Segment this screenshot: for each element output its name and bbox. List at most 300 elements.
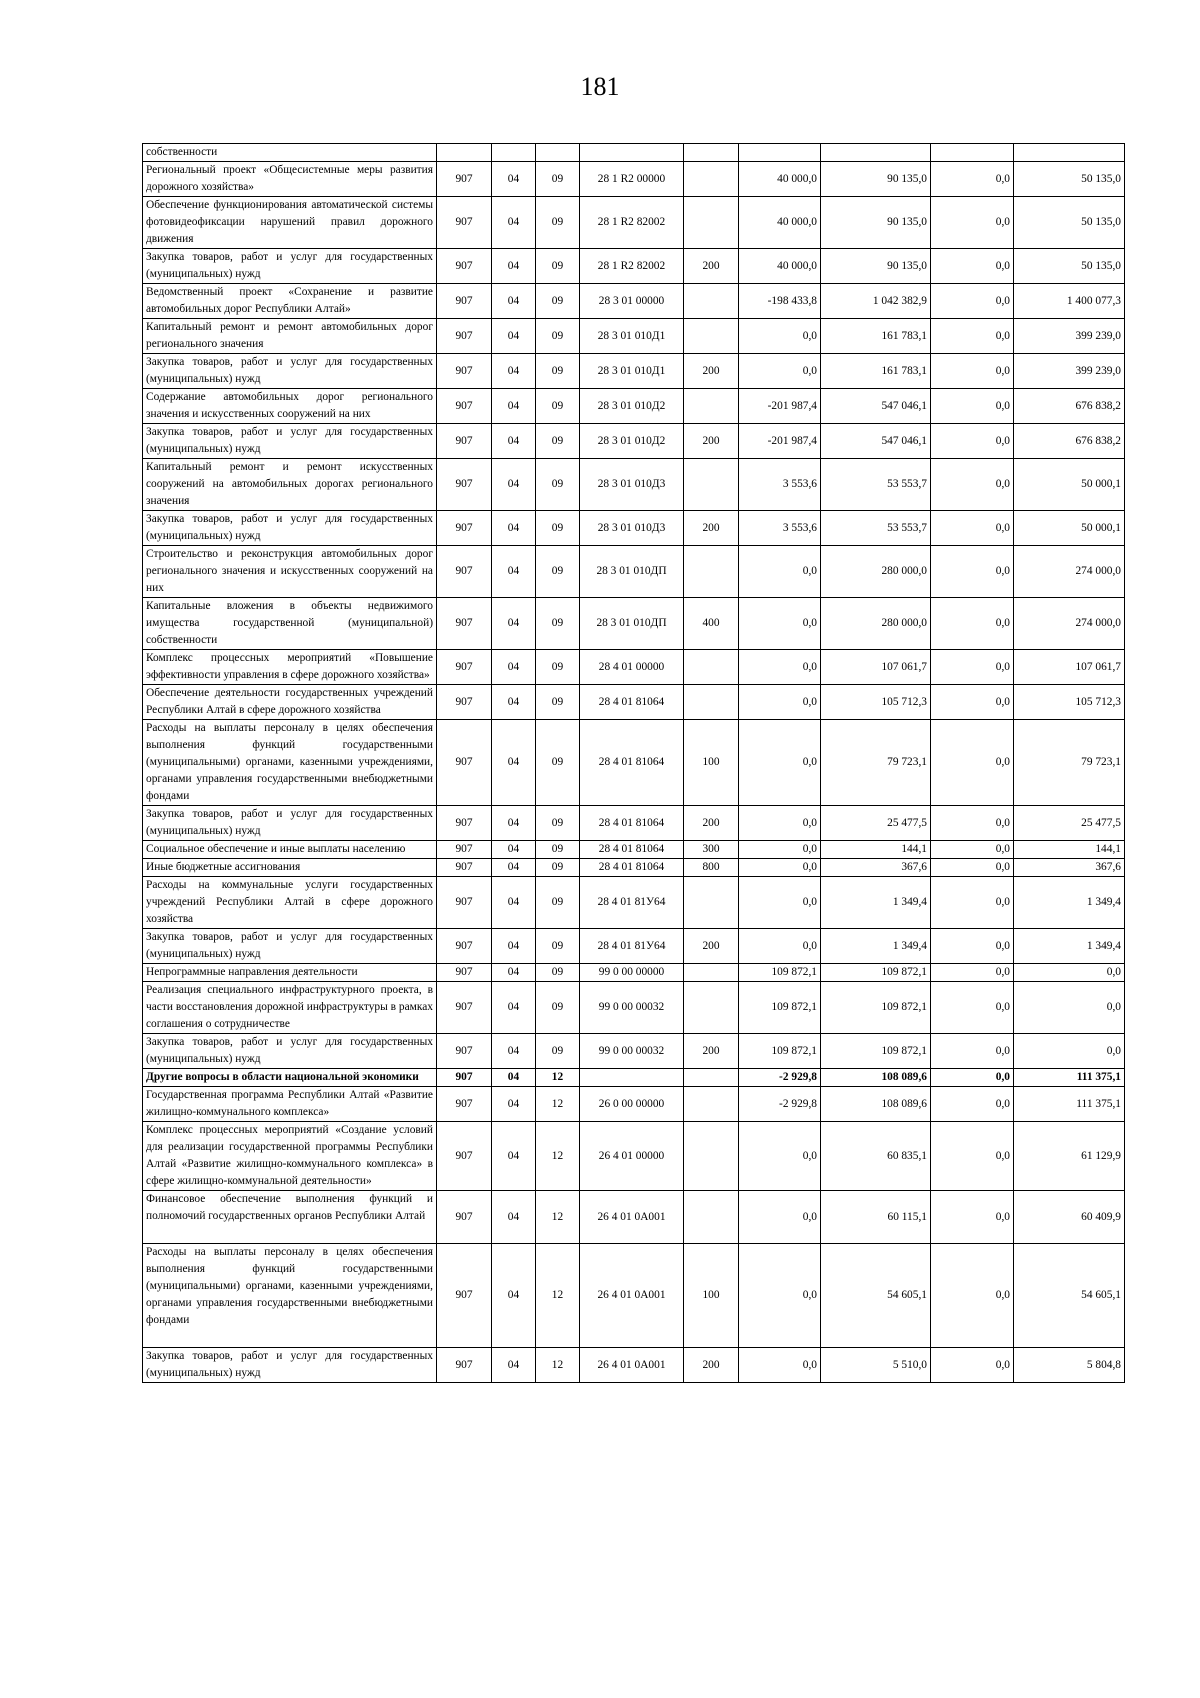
section-code-cell: 04 (492, 685, 536, 720)
amount-zero-cell: 0,0 (931, 1069, 1014, 1087)
row-name-cell: Социальное обеспечение и иные выплаты населению (143, 841, 437, 859)
target-article-cell: 28 1 R2 82002 (580, 249, 684, 284)
row-name-cell: Комплекс процессных мероприятий «Повышение эффективности управления в сфере дорожного хозяйства» (143, 650, 437, 685)
amount-cell: 547 046,1 (821, 424, 931, 459)
amount-cell: 53 553,7 (821, 511, 931, 546)
amount-change-cell (739, 144, 821, 162)
row-name-cell: Закупка товаров, работ и услуг для государственных (муниципальных) нужд (143, 354, 437, 389)
table-row (143, 144, 1125, 162)
amount-change-cell: -2 929,8 (739, 1087, 821, 1122)
subsection-code-cell: 09 (536, 424, 580, 459)
amount-cell: 1 349,4 (821, 877, 931, 929)
amount-change-cell: 0,0 (739, 720, 821, 806)
amount-change-cell: 0,0 (739, 1122, 821, 1191)
ministry-code-cell: 907 (437, 877, 492, 929)
amount-total-cell: 0,0 (1014, 964, 1125, 982)
amount-cell: 109 872,1 (821, 982, 931, 1034)
subsection-code-cell: 09 (536, 964, 580, 982)
amount-change-cell: 40 000,0 (739, 162, 821, 197)
ministry-code-cell: 907 (437, 319, 492, 354)
section-code-cell: 04 (492, 197, 536, 249)
subsection-code-cell: 09 (536, 720, 580, 806)
ministry-code-cell (437, 144, 492, 162)
amount-cell: 105 712,3 (821, 685, 931, 720)
table-row (143, 319, 1125, 354)
amount-zero-cell: 0,0 (931, 964, 1014, 982)
ministry-code-cell: 907 (437, 1244, 492, 1348)
expense-type-cell (684, 685, 739, 720)
subsection-code-cell: 09 (536, 511, 580, 546)
section-code-cell: 04 (492, 459, 536, 511)
target-article-cell: 28 3 01 010Д2 (580, 424, 684, 459)
table-row (143, 841, 1125, 859)
table-row (143, 982, 1125, 1034)
section-code-cell: 04 (492, 1034, 536, 1069)
amount-change-cell: 40 000,0 (739, 249, 821, 284)
subsection-code-cell: 09 (536, 197, 580, 249)
row-name-cell: Обеспечение функционирования автоматической системы фотовидеофиксации нарушений правил дорожного движения (143, 197, 437, 249)
subsection-code-cell: 09 (536, 650, 580, 685)
ministry-code-cell: 907 (437, 1191, 492, 1244)
table-row (143, 859, 1125, 877)
row-name-cell: Расходы на выплаты персоналу в целях обеспечения выполнения функций государственными (муниципальными) органами, казенными учреждениями, органами управления государственными внебюджетными фондами (143, 720, 437, 806)
section-code-cell: 04 (492, 546, 536, 598)
table-row (143, 284, 1125, 319)
target-article-cell: 28 3 01 010ДП (580, 546, 684, 598)
amount-change-cell: -2 929,8 (739, 1069, 821, 1087)
target-article-cell: 99 0 00 00032 (580, 1034, 684, 1069)
section-code-cell (492, 144, 536, 162)
subsection-code-cell: 09 (536, 459, 580, 511)
amount-total-cell: 105 712,3 (1014, 685, 1125, 720)
amount-cell: 161 783,1 (821, 319, 931, 354)
row-name-cell: Комплекс процессных мероприятий «Создание условий для реализации государственной программы Республики Алтай «Развитие жилищно-коммунального комплекса» в сфере жилищно-коммунальной деятельности» (143, 1122, 437, 1191)
row-name-cell: Закупка товаров, работ и услуг для государственных (муниципальных) нужд (143, 511, 437, 546)
table-row (143, 964, 1125, 982)
subsection-code-cell: 12 (536, 1348, 580, 1383)
ministry-code-cell: 907 (437, 1069, 492, 1087)
table-row (143, 877, 1125, 929)
amount-zero-cell: 0,0 (931, 1348, 1014, 1383)
target-article-cell: 26 4 01 0А001 (580, 1348, 684, 1383)
section-code-cell: 04 (492, 1244, 536, 1348)
ministry-code-cell: 907 (437, 1034, 492, 1069)
section-code-cell: 04 (492, 806, 536, 841)
amount-change-cell: 109 872,1 (739, 1034, 821, 1069)
amount-change-cell: 0,0 (739, 1348, 821, 1383)
amount-zero-cell: 0,0 (931, 877, 1014, 929)
target-article-cell: 28 1 R2 00000 (580, 162, 684, 197)
expense-type-cell (684, 1122, 739, 1191)
target-article-cell: 28 4 01 00000 (580, 650, 684, 685)
subsection-code-cell: 09 (536, 319, 580, 354)
ministry-code-cell: 907 (437, 1122, 492, 1191)
amount-change-cell: -201 987,4 (739, 424, 821, 459)
expense-type-cell: 100 (684, 720, 739, 806)
ministry-code-cell: 907 (437, 1348, 492, 1383)
amount-change-cell: 0,0 (739, 1244, 821, 1348)
table-row (143, 685, 1125, 720)
amount-cell: 54 605,1 (821, 1244, 931, 1348)
table-row (143, 249, 1125, 284)
amount-cell: 5 510,0 (821, 1348, 931, 1383)
target-article-cell: 26 4 01 0А001 (580, 1191, 684, 1244)
expense-type-cell (684, 1191, 739, 1244)
amount-change-cell: 0,0 (739, 685, 821, 720)
section-code-cell: 04 (492, 929, 536, 964)
amount-cell: 109 872,1 (821, 1034, 931, 1069)
amount-zero-cell: 0,0 (931, 982, 1014, 1034)
row-name-cell: Закупка товаров, работ и услуг для государственных (муниципальных) нужд (143, 929, 437, 964)
expense-type-cell (684, 982, 739, 1034)
target-article-cell: 26 4 01 0А001 (580, 1244, 684, 1348)
amount-zero-cell: 0,0 (931, 929, 1014, 964)
target-article-cell: 28 4 01 81064 (580, 806, 684, 841)
table-row (143, 806, 1125, 841)
target-article-cell: 28 3 01 010Д3 (580, 459, 684, 511)
ministry-code-cell: 907 (437, 511, 492, 546)
amount-cell: 79 723,1 (821, 720, 931, 806)
target-article-cell: 28 4 01 81У64 (580, 877, 684, 929)
amount-zero-cell: 0,0 (931, 162, 1014, 197)
amount-zero-cell: 0,0 (931, 459, 1014, 511)
table-row (143, 720, 1125, 806)
row-name-cell: Капитальные вложения в объекты недвижимого имущества государственной (муниципальной) собственности (143, 598, 437, 650)
amount-total-cell: 54 605,1 (1014, 1244, 1125, 1348)
amount-cell: 90 135,0 (821, 197, 931, 249)
expense-type-cell (684, 284, 739, 319)
amount-zero-cell: 0,0 (931, 354, 1014, 389)
amount-total-cell: 60 409,9 (1014, 1191, 1125, 1244)
amount-change-cell: 0,0 (739, 806, 821, 841)
expense-type-cell: 100 (684, 1244, 739, 1348)
section-code-cell: 04 (492, 1087, 536, 1122)
amount-zero-cell: 0,0 (931, 685, 1014, 720)
amount-zero-cell: 0,0 (931, 1087, 1014, 1122)
budget-table (142, 143, 1125, 1383)
amount-change-cell: 0,0 (739, 1191, 821, 1244)
target-article-cell: 28 3 01 010Д2 (580, 389, 684, 424)
subsection-code-cell: 09 (536, 389, 580, 424)
row-name-cell: Закупка товаров, работ и услуг для государственных (муниципальных) нужд (143, 1034, 437, 1069)
target-article-cell: 28 1 R2 82002 (580, 197, 684, 249)
subsection-code-cell: 09 (536, 877, 580, 929)
table-row (143, 197, 1125, 249)
subsection-code-cell (536, 144, 580, 162)
subsection-code-cell: 12 (536, 1122, 580, 1191)
subsection-code-cell: 09 (536, 284, 580, 319)
amount-cell: 107 061,7 (821, 650, 931, 685)
table-row (143, 1087, 1125, 1122)
target-article-cell: 28 3 01 010Д3 (580, 511, 684, 546)
target-article-cell: 28 4 01 81064 (580, 685, 684, 720)
amount-cell: 60 115,1 (821, 1191, 931, 1244)
subsection-code-cell: 09 (536, 859, 580, 877)
amount-zero-cell: 0,0 (931, 319, 1014, 354)
amount-zero-cell: 0,0 (931, 1191, 1014, 1244)
page-number: 181 (580, 72, 620, 101)
target-article-cell: 28 4 01 81064 (580, 720, 684, 806)
amount-cell: 144,1 (821, 841, 931, 859)
section-code-cell: 04 (492, 841, 536, 859)
subsection-code-cell: 09 (536, 806, 580, 841)
amount-change-cell: 40 000,0 (739, 197, 821, 249)
ministry-code-cell: 907 (437, 354, 492, 389)
amount-total-cell: 0,0 (1014, 1034, 1125, 1069)
expense-type-cell: 200 (684, 1348, 739, 1383)
amount-change-cell: 0,0 (739, 650, 821, 685)
ministry-code-cell: 907 (437, 685, 492, 720)
amount-cell: 280 000,0 (821, 598, 931, 650)
subsection-code-cell: 12 (536, 1069, 580, 1087)
amount-cell: 108 089,6 (821, 1069, 931, 1087)
section-code-cell: 04 (492, 424, 536, 459)
amount-cell: 53 553,7 (821, 459, 931, 511)
expense-type-cell: 400 (684, 598, 739, 650)
expense-type-cell: 200 (684, 249, 739, 284)
amount-total-cell: 61 129,9 (1014, 1122, 1125, 1191)
amount-zero-cell: 0,0 (931, 841, 1014, 859)
amount-cell: 161 783,1 (821, 354, 931, 389)
target-article-cell: 26 0 00 00000 (580, 1087, 684, 1122)
row-name-cell: Государственная программа Республики Алтай «Развитие жилищно-коммунального комплекса» (143, 1087, 437, 1122)
amount-total-cell: 50 135,0 (1014, 249, 1125, 284)
subsection-code-cell: 09 (536, 162, 580, 197)
table-row (143, 511, 1125, 546)
amount-total-cell: 111 375,1 (1014, 1087, 1125, 1122)
amount-cell: 90 135,0 (821, 162, 931, 197)
subsection-code-cell: 09 (536, 685, 580, 720)
table-row (143, 650, 1125, 685)
row-name-cell: собственности (143, 144, 437, 162)
amount-change-cell: 0,0 (739, 877, 821, 929)
subsection-code-cell: 09 (536, 929, 580, 964)
ministry-code-cell: 907 (437, 389, 492, 424)
expense-type-cell (684, 1087, 739, 1122)
amount-total-cell: 367,6 (1014, 859, 1125, 877)
amount-zero-cell: 0,0 (931, 197, 1014, 249)
ministry-code-cell: 907 (437, 982, 492, 1034)
amount-zero-cell: 0,0 (931, 720, 1014, 806)
target-article-cell: 28 3 01 00000 (580, 284, 684, 319)
amount-change-cell: 0,0 (739, 841, 821, 859)
section-code-cell: 04 (492, 877, 536, 929)
row-name-cell: Реализация специального инфраструктурного проекта, в части восстановления дорожной инфраструктуры в рамках соглашения о сотрудничестве (143, 982, 437, 1034)
row-name-cell: Другие вопросы в области национальной экономики (143, 1069, 437, 1087)
section-code-cell: 04 (492, 511, 536, 546)
expense-type-cell: 800 (684, 859, 739, 877)
subsection-code-cell: 09 (536, 598, 580, 650)
amount-cell: 90 135,0 (821, 249, 931, 284)
ministry-code-cell: 907 (437, 1087, 492, 1122)
subsection-code-cell: 09 (536, 841, 580, 859)
target-article-cell: 28 4 01 81У64 (580, 929, 684, 964)
ministry-code-cell: 907 (437, 162, 492, 197)
amount-cell: 60 835,1 (821, 1122, 931, 1191)
target-article-cell: 28 3 01 010Д1 (580, 354, 684, 389)
subsection-code-cell: 09 (536, 546, 580, 598)
expense-type-cell (684, 877, 739, 929)
amount-total-cell: 676 838,2 (1014, 424, 1125, 459)
amount-change-cell: 109 872,1 (739, 964, 821, 982)
target-article-cell: 28 4 01 81064 (580, 841, 684, 859)
amount-change-cell: -198 433,8 (739, 284, 821, 319)
amount-total-cell: 274 000,0 (1014, 546, 1125, 598)
ministry-code-cell: 907 (437, 284, 492, 319)
row-name-cell: Непрограммные направления деятельности (143, 964, 437, 982)
expense-type-cell (684, 319, 739, 354)
section-code-cell: 04 (492, 354, 536, 389)
row-name-cell: Обеспечение деятельности государственных учреждений Республики Алтай в сфере дорожного хозяйства (143, 685, 437, 720)
subsection-code-cell: 09 (536, 249, 580, 284)
ministry-code-cell: 907 (437, 964, 492, 982)
table-row (143, 1034, 1125, 1069)
section-code-cell: 04 (492, 650, 536, 685)
amount-total-cell: 676 838,2 (1014, 389, 1125, 424)
target-article-cell: 28 4 01 81064 (580, 859, 684, 877)
ministry-code-cell: 907 (437, 929, 492, 964)
table-row (143, 354, 1125, 389)
expense-type-cell (684, 1069, 739, 1087)
amount-zero-cell: 0,0 (931, 424, 1014, 459)
amount-total-cell: 79 723,1 (1014, 720, 1125, 806)
ministry-code-cell: 907 (437, 459, 492, 511)
ministry-code-cell: 907 (437, 806, 492, 841)
expense-type-cell (684, 546, 739, 598)
section-code-cell: 04 (492, 284, 536, 319)
expense-type-cell: 200 (684, 424, 739, 459)
expense-type-cell (684, 650, 739, 685)
amount-cell: 1 349,4 (821, 929, 931, 964)
target-article-cell: 28 3 01 010Д1 (580, 319, 684, 354)
subsection-code-cell: 09 (536, 982, 580, 1034)
row-name-cell: Закупка товаров, работ и услуг для государственных (муниципальных) нужд (143, 424, 437, 459)
amount-total-cell: 5 804,8 (1014, 1348, 1125, 1383)
table-row (143, 162, 1125, 197)
amount-change-cell: 0,0 (739, 859, 821, 877)
expense-type-cell (684, 144, 739, 162)
section-code-cell: 04 (492, 720, 536, 806)
amount-change-cell: 0,0 (739, 546, 821, 598)
section-code-cell: 04 (492, 389, 536, 424)
amount-change-cell: 3 553,6 (739, 459, 821, 511)
section-code-cell: 04 (492, 1122, 536, 1191)
ministry-code-cell: 907 (437, 424, 492, 459)
amount-total-cell: 1 349,4 (1014, 877, 1125, 929)
ministry-code-cell: 907 (437, 650, 492, 685)
amount-total-cell: 107 061,7 (1014, 650, 1125, 685)
target-article-cell (580, 144, 684, 162)
ministry-code-cell: 907 (437, 249, 492, 284)
section-code-cell: 04 (492, 319, 536, 354)
amount-zero-cell: 0,0 (931, 1122, 1014, 1191)
amount-change-cell: 0,0 (739, 319, 821, 354)
table-row (143, 1244, 1125, 1348)
amount-change-cell: 3 553,6 (739, 511, 821, 546)
row-name-cell: Расходы на выплаты персоналу в целях обеспечения выполнения функций государственными (муниципальными) органами, казенными учреждениями, органами управления государственными внебюджетными фондами (143, 1244, 437, 1348)
section-code-cell: 04 (492, 1348, 536, 1383)
amount-change-cell: 109 872,1 (739, 982, 821, 1034)
amount-total-cell: 50 135,0 (1014, 162, 1125, 197)
row-name-cell: Закупка товаров, работ и услуг для государственных (муниципальных) нужд (143, 249, 437, 284)
section-code-cell: 04 (492, 1191, 536, 1244)
row-name-cell: Строительство и реконструкция автомобильных дорог регионального значения и искусственных сооружений на них (143, 546, 437, 598)
table-row (143, 598, 1125, 650)
row-name-cell: Ведомственный проект «Сохранение и развитие автомобильных дорог Республики Алтай» (143, 284, 437, 319)
table-row (143, 424, 1125, 459)
ministry-code-cell: 907 (437, 841, 492, 859)
target-article-cell: 99 0 00 00032 (580, 982, 684, 1034)
table-row (143, 459, 1125, 511)
amount-zero-cell: 0,0 (931, 598, 1014, 650)
expense-type-cell: 200 (684, 1034, 739, 1069)
amount-change-cell: 0,0 (739, 929, 821, 964)
ministry-code-cell: 907 (437, 546, 492, 598)
amount-cell (821, 144, 931, 162)
expense-type-cell (684, 459, 739, 511)
row-name-cell: Капитальный ремонт и ремонт искусственных сооружений на автомобильных дорогах регионального значения (143, 459, 437, 511)
expense-type-cell: 200 (684, 354, 739, 389)
amount-zero-cell: 0,0 (931, 284, 1014, 319)
table-row (143, 1191, 1125, 1244)
amount-total-cell: 274 000,0 (1014, 598, 1125, 650)
amount-zero-cell: 0,0 (931, 859, 1014, 877)
amount-zero-cell: 0,0 (931, 650, 1014, 685)
amount-total-cell: 1 400 077,3 (1014, 284, 1125, 319)
ministry-code-cell: 907 (437, 197, 492, 249)
amount-total-cell: 111 375,1 (1014, 1069, 1125, 1087)
amount-zero-cell: 0,0 (931, 546, 1014, 598)
subsection-code-cell: 12 (536, 1191, 580, 1244)
amount-cell: 109 872,1 (821, 964, 931, 982)
section-code-cell: 04 (492, 859, 536, 877)
subsection-code-cell: 09 (536, 354, 580, 389)
ministry-code-cell: 907 (437, 859, 492, 877)
table-row (143, 389, 1125, 424)
amount-zero-cell: 0,0 (931, 389, 1014, 424)
target-article-cell: 99 0 00 00000 (580, 964, 684, 982)
expense-type-cell (684, 162, 739, 197)
amount-cell: 547 046,1 (821, 389, 931, 424)
amount-zero-cell: 0,0 (931, 249, 1014, 284)
row-name-cell: Капитальный ремонт и ремонт автомобильных дорог регионального значения (143, 319, 437, 354)
target-article-cell: 28 3 01 010ДП (580, 598, 684, 650)
amount-cell: 1 042 382,9 (821, 284, 931, 319)
row-name-cell: Закупка товаров, работ и услуг для государственных (муниципальных) нужд (143, 806, 437, 841)
amount-total-cell: 50 000,1 (1014, 459, 1125, 511)
amount-total-cell: 399 239,0 (1014, 354, 1125, 389)
table-row (143, 1069, 1125, 1087)
expense-type-cell: 200 (684, 806, 739, 841)
section-code-cell: 04 (492, 964, 536, 982)
expense-type-cell (684, 964, 739, 982)
target-article-cell (580, 1069, 684, 1087)
row-name-cell: Расходы на коммунальные услуги государственных учреждений Республики Алтай в сфере дорожного хозяйства (143, 877, 437, 929)
amount-total-cell: 399 239,0 (1014, 319, 1125, 354)
row-name-cell: Содержание автомобильных дорог регионального значения и искусственных сооружений на них (143, 389, 437, 424)
amount-total-cell (1014, 144, 1125, 162)
amount-total-cell: 25 477,5 (1014, 806, 1125, 841)
row-name-cell: Иные бюджетные ассигнования (143, 859, 437, 877)
amount-total-cell: 1 349,4 (1014, 929, 1125, 964)
row-name-cell: Закупка товаров, работ и услуг для государственных (муниципальных) нужд (143, 1348, 437, 1383)
subsection-code-cell: 09 (536, 1034, 580, 1069)
amount-total-cell: 50 135,0 (1014, 197, 1125, 249)
section-code-cell: 04 (492, 982, 536, 1034)
expense-type-cell (684, 389, 739, 424)
amount-cell: 280 000,0 (821, 546, 931, 598)
section-code-cell: 04 (492, 598, 536, 650)
